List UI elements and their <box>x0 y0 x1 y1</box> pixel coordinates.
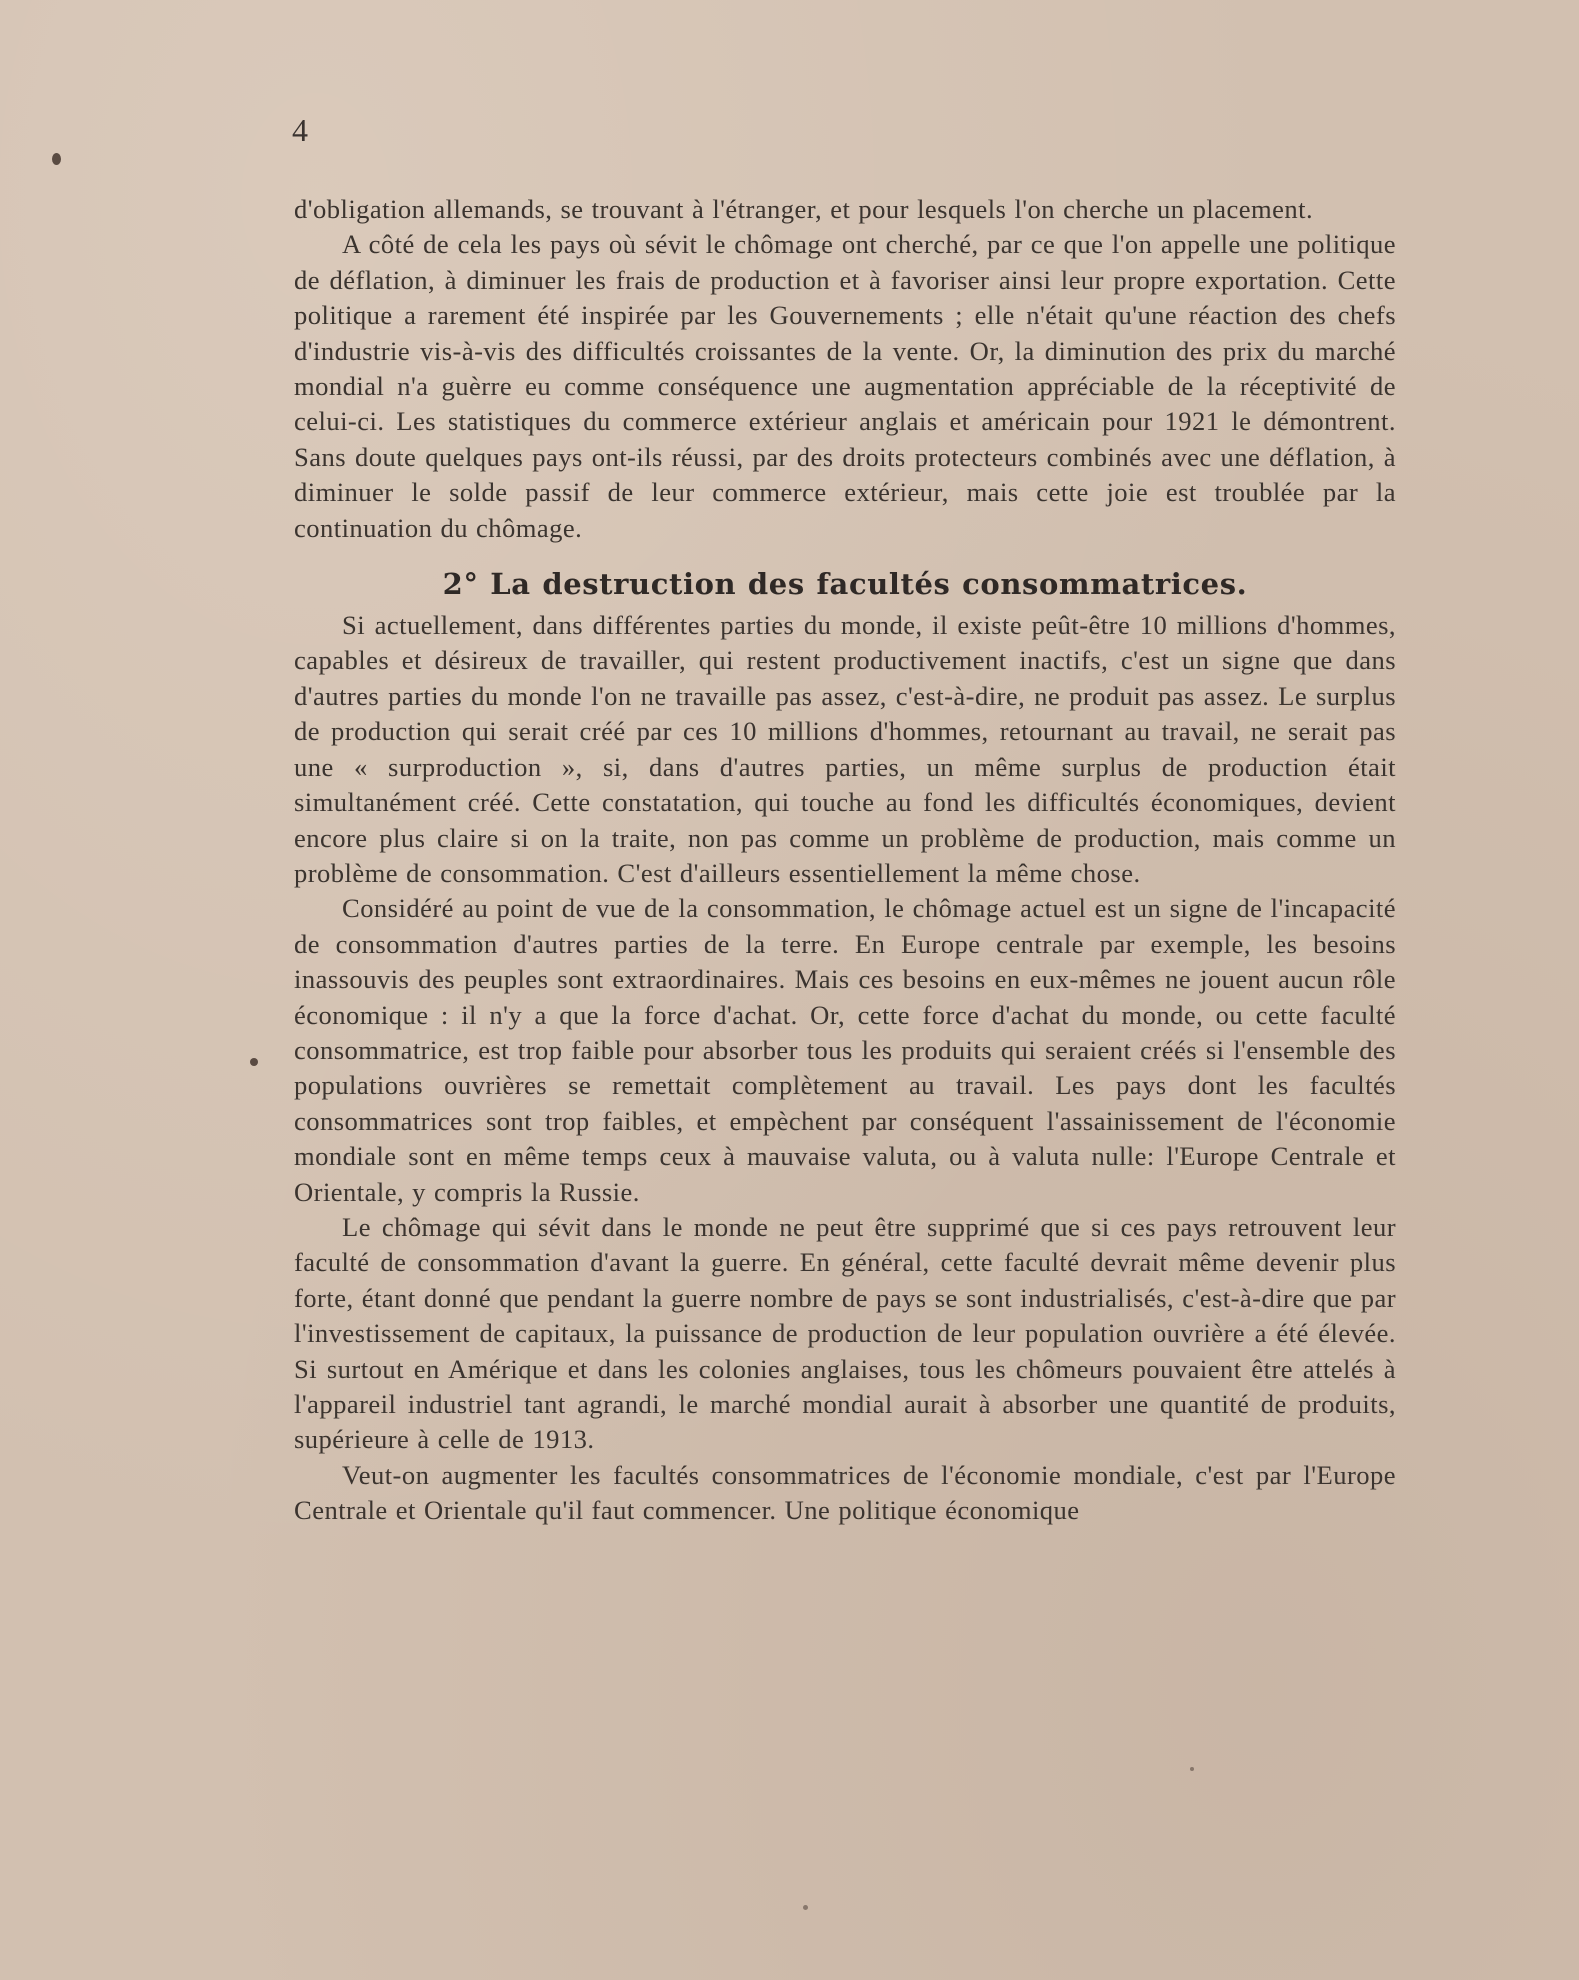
section-heading: 2° La destruction des facultés consommatrices. <box>442 567 1248 602</box>
paragraph-deflation: A côté de cela les pays où sévit le chômage ont cherché, par ce que l'on appelle une politique de déflation, à diminuer les frais de production et à favoriser ainsi leur propre exportation. Cette politique a rarement été inspirée par les Gouvernements ; elle n'était qu'une réaction des chefs d'industrie vis-à-vis des difficultés croissantes de la vente. Or, la diminution des prix du marché mondial n'a guèrre eu comme conséquence une augmentation appréciable de la réceptivité de celui-ci. Les statistiques du commerce extérieur anglais et américain pour 1921 le démontrent. Sans doute quelques pays ont-ils réussi, par des droits protecteurs combinés avec une déflation, à diminuer le solde passif de leur commerce extérieur, mais cette joie est troublée par la continuation du chômage. <box>294 229 1396 543</box>
body-text <box>294 192 1396 1529</box>
paragraph-continuation: d'obligation allemands, se trouvant à l'étranger, et pour lesquels l'on cherche un placement. <box>294 194 1314 224</box>
page-number: 4 <box>292 112 308 148</box>
paper-speck <box>1190 1767 1194 1771</box>
paragraph-unemployed-millions: Si actuellement, dans différentes parties du monde, il existe peût-être 10 millions d'hommes, capables et désireux de travailler, qui restent productivement inactifs, c'est un signe que dans d'autres parties du monde l'on ne travaille pas assez, c'est-à-dire, ne produit pas assez. Le surplus de production qui serait créé par ces 10 millions d'hommes, retournant au travail, ne serait pas une « surproduction », si, dans d'autres parties, un même surplus de production était simultanément créé. Cette constatation, qui touche au fond les difficultés économiques, devient encore plus claire si on la traite, non pas comme un problème de production, mais comme un problème de consommation. C'est d'ailleurs essentiellement la même chose. <box>294 610 1396 888</box>
paragraph-recover-capacity: Le chômage qui sévit dans le monde ne peut être supprimé que si ces pays retrouvent leur faculté de consommation d'avant la guerre. En général, cette faculté devrait même devenir plus forte, étant donné que pendant la guerre nombre de pays se sont industrialisés, c'est-à-dire que par l'investissement de capitaux, la puissance de production de leur population ouvrière a été élevée. Si surtout en Amérique et dans les colonies anglaises, tous les chômeurs pouvaient être attelés à l'appareil industriel tant agrandi, le marché mondial aurait à absorber une quantité de produits, supérieure à celle de 1913. <box>294 1211 1396 1455</box>
paragraph-central-europe: Veut-on augmenter les facultés consommatrices de l'économie mondiale, c'est par l'Europe Centrale et Orientale qu'il faut commencer. Une politique économique <box>294 1459 1396 1526</box>
paper-speck <box>52 153 61 165</box>
paper-speck <box>250 1058 258 1066</box>
paragraph-consumption-view: Considéré au point de vue de la consommation, le chômage actuel est un signe de l'incapacité de consommation d'autres parties de la terre. En Europe centrale par exemple, les besoins inassouvis des peuples sont extraordinaires. Mais ces besoins en eux-mêmes ne jouent aucun rôle économique : il n'y a que la force d'achat. Or, cette force d'achat du monde, ou cette faculté consommatrice, est trop faible pour absorber tous les produits qui seraient créés si l'ensemble des populations ouvrières se remettait complètement au travail. Les pays dont les facultés consommatrices sont trop faibles, et empèchent par conséquent l'assainissement de l'économie mondiale sont en même temps ceux à mauvaise valuta, ou à valuta nulle: l'Europe Centrale et Orientale, y compris la Russie. <box>294 893 1396 1207</box>
paper-speck <box>803 1905 808 1910</box>
